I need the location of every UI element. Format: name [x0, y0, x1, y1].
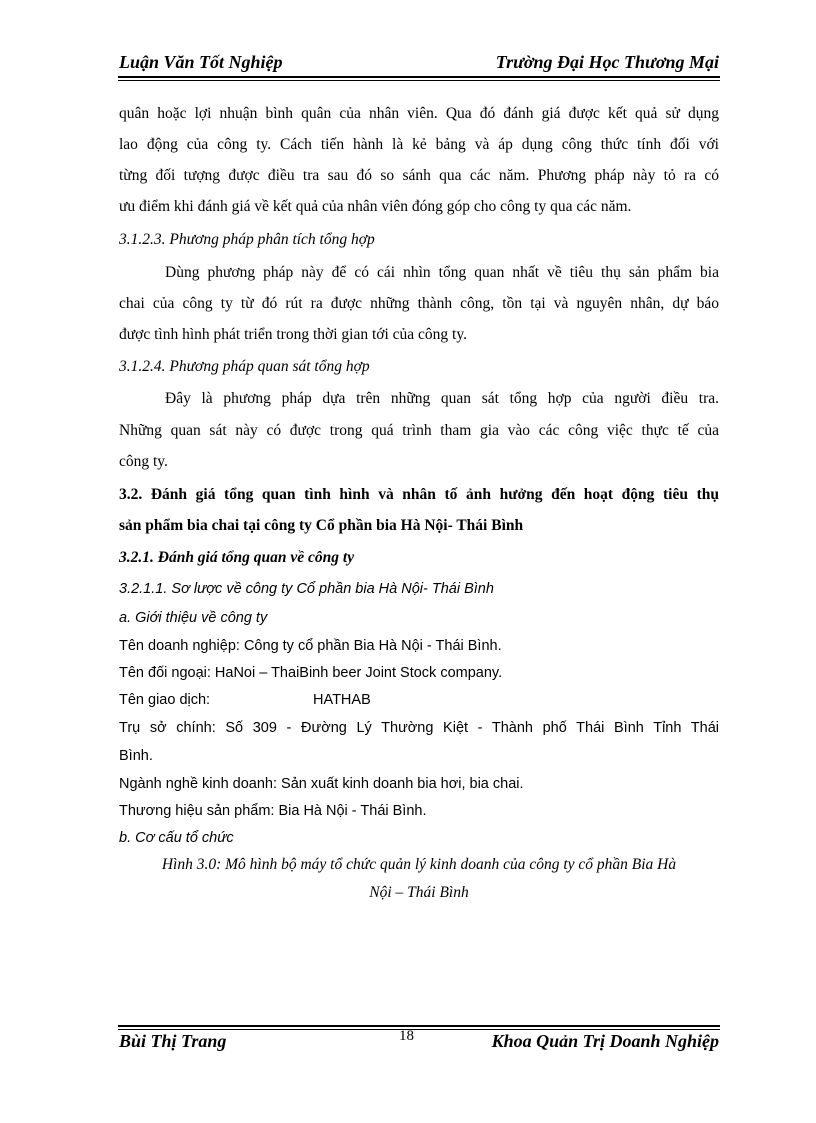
header-thesis-title: Luận Văn Tốt Nghiệp	[119, 52, 283, 72]
header-university: Trường Đại Học Thương Mại	[495, 52, 719, 72]
page-footer	[119, 1028, 719, 1055]
trade-name-label: Tên giao dịch:	[119, 692, 211, 708]
subheading-b: b. Cơ cấu tổ chức	[119, 830, 234, 846]
paragraph-line: chai của công ty từ đó rút ra được những thành công, tồn tại và nguyên nhân, dự báo	[119, 295, 719, 312]
footer-author: Bùi Thị Trang	[119, 1031, 227, 1051]
foreign-name-line: Tên đối ngoại: HaNoi – ThaiBinh beer Joint Stock company.	[119, 665, 503, 681]
figure-caption: Hình 3.0: Mô hình bộ máy tổ chức quản lý kinh doanh của công ty cổ phần Bia Hà	[161, 856, 677, 873]
footer-faculty: Khoa Quản Trị Doanh Nghiệp	[491, 1031, 719, 1051]
paragraph-line: lao động của công ty. Cách tiến hành là kẻ bảng và áp dụng công thức tính đối với	[119, 136, 719, 153]
company-name-line: Tên doanh nghiệp: Công ty cổ phần Bia Hà Nội - Thái Bình.	[119, 638, 502, 654]
paragraph-line: Đây là phương pháp dựa trên những quan sát tổng hợp của người điều tra.	[165, 390, 719, 407]
trade-name-line	[119, 690, 719, 710]
paragraph-line: được tình hình phát triển trong thời gian tới của công ty.	[119, 326, 467, 343]
subheading-a: a. Giới thiệu về công ty	[119, 610, 268, 626]
paragraph-line: ưu điểm khi đánh giá về kết quả của nhân viên đóng góp cho công ty qua các năm.	[119, 198, 632, 215]
heading-3-2-1-1: 3.2.1.1. Sơ lược về công ty Cổ phần bia Hà Nội- Thái Bình	[119, 581, 494, 597]
figure-caption-cont: Nội – Thái Bình	[369, 884, 469, 901]
headquarters-line: Trụ sở chính: Số 309 - Đường Lý Thường Kiệt - Thành phố Thái Bình Tỉnh Thái	[119, 720, 719, 736]
heading-3-2-cont: sản phẩm bia chai tại công ty Cổ phần bia Hà Nội- Thái Bình	[119, 517, 524, 534]
header-rule-thin	[118, 80, 720, 81]
page-number: 18	[399, 1028, 414, 1044]
trade-name-value: HATHAB	[313, 692, 371, 708]
paragraph-line: từng đối tượng được điều tra sau đó so sánh qua các năm. Phương pháp này tỏ ra có	[119, 167, 719, 184]
business-line: Ngành nghề kinh doanh: Sản xuất kinh doanh bia hơi, bia chai.	[119, 776, 524, 792]
paragraph-line: công ty.	[119, 453, 168, 470]
heading-3-2: 3.2. Đánh giá tổng quan tình hình và nhân tố ảnh hưởng đến hoạt động tiêu thụ	[119, 486, 719, 503]
heading-3-1-2-4: 3.1.2.4. Phương pháp quan sát tổng hợp	[119, 358, 370, 375]
paragraph-line: Dùng phương pháp này để có cái nhìn tổng quan nhất về tiêu thụ sản phẩm bia	[165, 264, 719, 281]
footer-rule	[118, 1025, 720, 1027]
paragraph-line: quân hoặc lợi nhuận bình quân của nhân viên. Qua đó đánh giá được kết quả sử dụng	[119, 105, 719, 122]
heading-3-1-2-3: 3.1.2.3. Phương pháp phân tích tổng hợp	[119, 231, 375, 248]
brand-line: Thương hiệu sản phẩm: Bia Hà Nội - Thái Bình.	[119, 803, 427, 819]
page-header	[119, 52, 719, 76]
headquarters-line-cont: Bình.	[119, 748, 153, 764]
footer-rule-thin	[118, 1029, 720, 1030]
heading-3-2-1: 3.2.1. Đánh giá tổng quan về công ty	[119, 549, 355, 566]
header-rule	[118, 76, 720, 78]
paragraph-line: Những quan sát này có được trong quá trình tham gia vào các công việc thực tế của	[119, 422, 719, 439]
